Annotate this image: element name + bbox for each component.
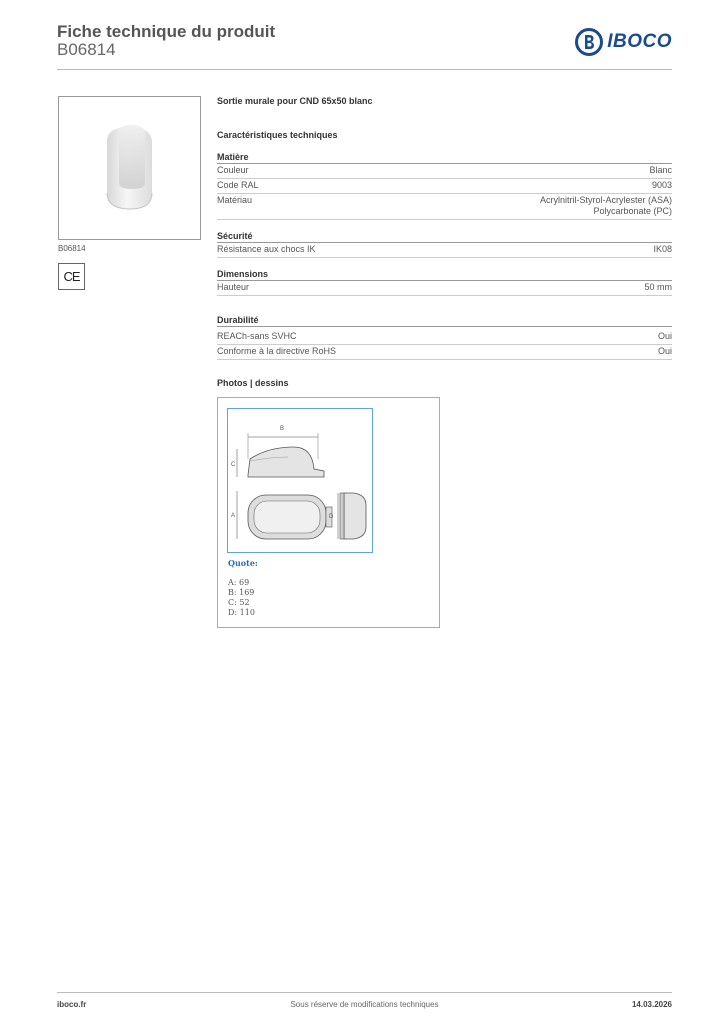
dim-label-b: B — [280, 426, 285, 432]
spec-row — [217, 345, 672, 360]
dim-label-c: C — [231, 462, 236, 468]
technical-drawing — [227, 408, 373, 553]
spec-value: Oui — [657, 331, 672, 341]
spec-label: Conforme à la directive RoHS — [217, 346, 337, 356]
spec-row — [217, 281, 672, 296]
spec-label: Résistance aux chocs IK — [217, 244, 316, 254]
section-heading: Durabilité — [217, 315, 672, 327]
product-image — [58, 96, 201, 240]
spec-row — [217, 243, 672, 258]
footer-site-link[interactable]: iboco.fr — [57, 1000, 87, 1009]
quote-block — [228, 558, 258, 618]
section-matiere — [217, 152, 672, 220]
tech-specs-title: Caractéristiques techniques — [217, 130, 338, 140]
spec-label: Code RAL — [217, 180, 259, 190]
spec-row — [217, 194, 672, 220]
ce-mark-icon: CE — [58, 263, 85, 290]
footer-notice: Sous réserve de modifications techniques — [290, 1000, 439, 1009]
spec-value: Blanc — [649, 165, 672, 175]
photos-title: Photos | dessins — [217, 378, 289, 388]
spec-label: Hauteur — [217, 282, 250, 292]
section-securite — [217, 231, 672, 258]
image-caption: B06814 — [58, 244, 86, 253]
page-header — [57, 20, 672, 70]
section-heading: Matière — [217, 152, 672, 164]
quote-line: B: 169 — [228, 588, 255, 597]
spec-value-line: Polycarbonate (PC) — [593, 206, 672, 216]
brand-logo — [575, 28, 672, 56]
page-title: Fiche technique du produit — [57, 22, 276, 41]
product-code: B06814 — [57, 40, 116, 59]
spec-content — [217, 96, 672, 360]
spec-value — [540, 195, 672, 217]
spec-value: IK08 — [653, 244, 672, 254]
spec-row — [217, 164, 672, 179]
spec-label: Couleur — [217, 165, 249, 175]
quote-title: Quote: — [228, 558, 258, 568]
logo-text: IBOCO — [607, 31, 672, 52]
spec-label: Matériau — [217, 195, 253, 205]
dimension-drawing — [228, 409, 372, 552]
section-heading: Dimensions — [217, 269, 672, 281]
iboco-logo-icon — [575, 28, 603, 56]
quote-line: D: 110 — [228, 608, 255, 617]
dim-label-d: D — [329, 514, 334, 520]
spec-value: 50 mm — [644, 282, 672, 292]
quote-line: C: 52 — [228, 598, 250, 607]
quote-line: A: 69 — [228, 578, 250, 587]
footer-date: 14.03.2026 — [631, 1000, 672, 1009]
spec-row — [217, 330, 672, 345]
page-footer — [57, 992, 672, 1009]
section-durabilite — [217, 315, 672, 360]
section-dimensions — [217, 269, 672, 296]
spec-value: Oui — [657, 346, 672, 356]
spec-label: REACh-sans SVHC — [217, 331, 297, 341]
technical-drawing-frame — [217, 397, 440, 628]
spec-value-line: Acrylnitril-Styrol-Acrylester (ASA) — [539, 195, 672, 205]
section-heading: Sécurité — [217, 231, 672, 243]
product-name: Sortie murale pour CND 65x50 blanc — [217, 96, 373, 106]
dim-label-a: A — [231, 513, 236, 519]
spec-row — [217, 179, 672, 194]
wall-outlet-illustration — [59, 97, 200, 239]
spec-value: 9003 — [651, 180, 672, 190]
